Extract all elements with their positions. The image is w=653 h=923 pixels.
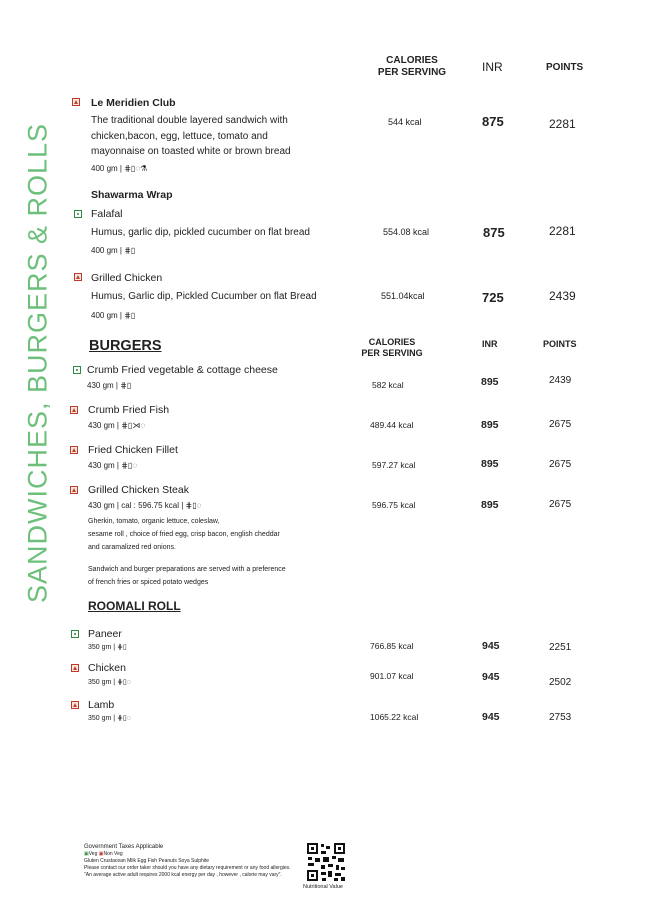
calories-label: CALORIES xyxy=(386,55,438,66)
weight: 400 gm | xyxy=(91,246,125,255)
burger-description xyxy=(88,515,280,554)
non-veg-icon xyxy=(71,664,79,672)
item-weight xyxy=(88,678,131,686)
per-serving-label: PER SERVING xyxy=(361,348,423,358)
item-price: 945 xyxy=(482,671,500,683)
weight: 400 gm | xyxy=(91,164,125,173)
item-kcal: 554.08 kcal xyxy=(383,227,430,237)
allergen-icons: ⋕▯⋊◌ xyxy=(121,421,146,430)
desc-line: The traditional double layered sandwich with xyxy=(91,115,288,126)
inr-header: INR xyxy=(482,339,498,349)
non-veg-icon xyxy=(70,446,78,454)
points-header: POINTS xyxy=(543,339,577,349)
allergen-icons: ⋕▯◌ xyxy=(121,461,138,470)
item-kcal: 597.27 kcal xyxy=(372,460,416,470)
item-price: 875 xyxy=(483,225,505,240)
veg-icon xyxy=(73,366,81,374)
item-name: Crumb Fried vegetable & cottage cheese xyxy=(87,364,278,376)
non-veg-icon xyxy=(74,273,82,281)
item-description xyxy=(91,113,291,160)
item-kcal: 544 kcal xyxy=(388,117,422,127)
desc-line: mayonnaise on toasted white or brown bread xyxy=(91,146,291,157)
item-points: 2675 xyxy=(549,459,572,470)
weight: 350 gm | xyxy=(88,715,118,722)
qr-code[interactable] xyxy=(306,842,346,882)
item-points: 2281 xyxy=(549,117,576,131)
item-kcal: 489.44 kcal xyxy=(370,420,414,430)
taxes-note: Government Taxes Applicable xyxy=(84,844,164,850)
item-price: 725 xyxy=(482,290,504,305)
item-weight xyxy=(91,311,135,320)
item-price: 875 xyxy=(482,114,504,129)
note-line: of french fries or spiced potato wedges xyxy=(88,579,209,586)
allergen-icons: ⋕▯ xyxy=(117,644,127,651)
burgers-heading: BURGERS xyxy=(89,338,162,354)
weight: 430 gm | xyxy=(88,421,122,430)
item-name: Lamb xyxy=(88,699,115,711)
serving-note xyxy=(88,563,286,589)
item-name: Chicken xyxy=(88,662,126,674)
allergen-icons: ⋕▯◌ xyxy=(117,715,131,722)
non-veg-icon xyxy=(71,701,79,709)
item-points: 2675 xyxy=(549,499,572,510)
qr-label: Nutritional Value xyxy=(303,884,343,890)
section-title: SANDWICHES, BURGERS & ROLLS xyxy=(22,122,53,604)
weight: 430 gm | cal : 596.75 kcal | xyxy=(88,501,186,510)
veg-legend: ▣Veg ▣Non Veg xyxy=(84,851,123,857)
item-price: 945 xyxy=(482,640,500,652)
allergen-icons: ⋕▯ xyxy=(124,246,136,255)
item-kcal: 582 kcal xyxy=(372,380,404,390)
note-line: Sandwich and burger preparations are served with a preference xyxy=(88,566,286,573)
calories-header xyxy=(372,55,452,79)
item-weight xyxy=(91,246,135,255)
item-points: 2502 xyxy=(549,677,572,688)
weight: 430 gm | xyxy=(88,461,122,470)
non-veg-icon xyxy=(70,486,78,494)
item-points: 2753 xyxy=(549,712,572,723)
item-weight xyxy=(88,643,127,651)
item-weight xyxy=(88,461,137,470)
weight: 350 gm | xyxy=(88,679,118,686)
non-veg-icon xyxy=(72,98,80,106)
item-price: 895 xyxy=(481,499,499,511)
item-kcal: 551.04kcal xyxy=(381,291,425,301)
item-description: Humus, garlic dip, pickled cucumber on flat bread xyxy=(91,227,310,238)
item-name: Crumb Fried Fish xyxy=(88,404,170,416)
item-price: 945 xyxy=(482,711,500,723)
footer-legend xyxy=(84,844,291,879)
item-weight xyxy=(88,714,131,722)
desc-line: sesame roll , choice of fried egg, crisp bacon, english cheddar xyxy=(88,531,280,538)
desc-line: chicken,bacon, egg, lettuce, tomato and xyxy=(91,130,268,142)
item-name: Le Meridien Club xyxy=(91,97,176,109)
item-kcal: 901.07 kcal xyxy=(370,671,414,681)
allergen-icons: ⋕▯ xyxy=(124,311,136,320)
per-serving-label: PER SERVING xyxy=(377,67,447,78)
contact-note: Please contact our order taker should you have any dietary requirement or any food allergies. xyxy=(84,865,291,871)
item-price: 895 xyxy=(481,419,499,431)
calories-label: CALORIES xyxy=(368,337,416,347)
subsection-title: Shawarma Wrap xyxy=(91,189,173,201)
item-points: 2675 xyxy=(549,419,572,430)
item-weight xyxy=(88,421,145,430)
nonveg-label: Non Veg xyxy=(103,851,123,857)
desc-line: Gherkin, tomato, organic lettuce, coleslaw, xyxy=(88,518,220,525)
item-name: Paneer xyxy=(88,628,122,640)
calories-header xyxy=(356,337,428,359)
item-kcal: 596.75 kcal xyxy=(372,500,416,510)
rolls-heading: ROOMALI ROLL xyxy=(88,599,181,613)
item-price: 895 xyxy=(481,458,499,470)
veg-label: Veg xyxy=(88,851,98,857)
item-points: 2439 xyxy=(549,375,572,386)
weight: 430 gm | xyxy=(87,381,121,390)
item-kcal: 1065.22 kcal xyxy=(370,712,419,722)
allergen-icons: ⋕▯◌⚗ xyxy=(124,164,148,173)
points-header: POINTS xyxy=(546,62,584,73)
allergen-icons: ⋕▯ xyxy=(120,381,132,390)
allergen-icons: ⋕▯◌ xyxy=(117,679,131,686)
item-weight xyxy=(91,164,147,173)
item-weight xyxy=(88,501,201,510)
calorie-note: "An average active adult requires 2000 kcal energy per day , however , calorie may vary". xyxy=(84,872,282,878)
item-description: Humus, Garlic dip, Pickled Cucumber on flat Bread xyxy=(91,291,317,302)
weight: 400 gm | xyxy=(91,311,125,320)
item-name: Grilled Chicken Steak xyxy=(88,484,189,496)
item-price: 895 xyxy=(481,376,499,388)
allergen-icons: ⋕▯◌ xyxy=(185,501,202,510)
item-name: Falafal xyxy=(91,208,123,220)
item-name: Grilled Chicken xyxy=(91,272,163,284)
item-points: 2251 xyxy=(549,642,572,653)
item-points: 2439 xyxy=(549,289,576,303)
desc-line: and caramalized red onions. xyxy=(88,544,176,551)
inr-header: INR xyxy=(482,60,503,74)
non-veg-icon xyxy=(70,406,78,414)
veg-icon xyxy=(74,210,82,218)
veg-icon xyxy=(71,630,79,638)
weight: 350 gm | xyxy=(88,644,118,651)
item-name: Fried Chicken Fillet xyxy=(88,444,178,456)
item-weight xyxy=(87,381,131,390)
item-kcal: 766.85 kcal xyxy=(370,641,414,651)
item-points: 2281 xyxy=(549,224,576,238)
allergen-legend: Gluten Crustacean Milk Egg Fish Peanuts Soya Sulphite xyxy=(84,858,210,864)
